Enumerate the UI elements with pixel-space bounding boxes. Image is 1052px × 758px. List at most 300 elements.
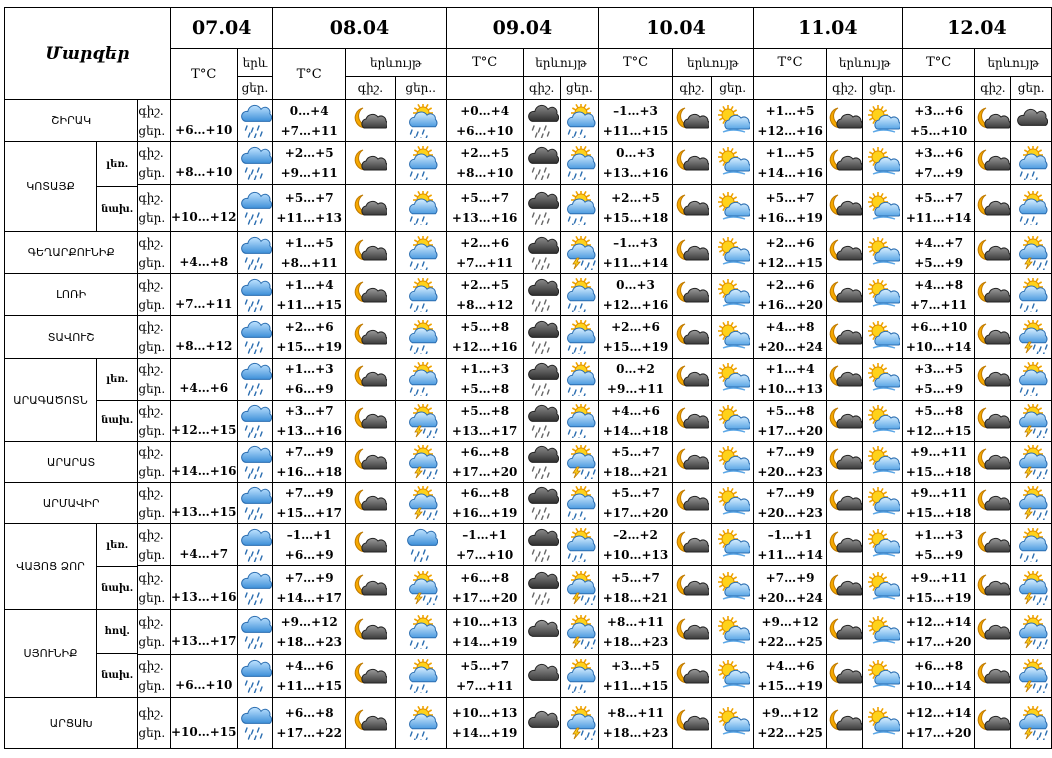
day-weather-cell	[712, 610, 753, 655]
day-temp: +11…+15	[602, 678, 669, 693]
night-subheader: գիշ.	[975, 77, 1011, 100]
night-temp: +4…+6	[765, 658, 815, 673]
night-temp: +10…+13	[451, 706, 518, 720]
day-weather-cell	[1011, 400, 1052, 442]
day-temp: +12…+15	[757, 255, 823, 270]
region-name: ՏԱՎՈՒՇ	[5, 316, 138, 359]
moon-cloud-icon	[346, 236, 395, 270]
subregion-name: լեռ.	[106, 373, 129, 385]
temp-cell	[753, 654, 826, 698]
night-temp: +3…+6	[914, 146, 964, 161]
night-weather-cell	[345, 232, 395, 274]
temp-cell	[170, 100, 237, 142]
night-temp: +2…+6	[460, 235, 510, 250]
day-label: ցեր.	[138, 382, 166, 397]
subregion-name: լեռ.	[106, 539, 129, 551]
night-temp: 0…+2	[616, 362, 655, 377]
night-temp: +2…+6	[765, 235, 815, 250]
sun-cloud-icon	[712, 146, 752, 180]
night-weather-cell	[975, 566, 1011, 610]
temp-cell	[753, 185, 826, 232]
temp-cell	[170, 185, 237, 232]
day-weather-cell	[560, 232, 599, 274]
temp-cell	[902, 566, 975, 610]
day-weather-cell	[712, 274, 753, 316]
moon-cloud-icon	[673, 320, 712, 354]
cloud-icon	[1011, 104, 1051, 138]
day-temp: +16…+20	[757, 297, 823, 312]
moon-cloud-icon	[975, 191, 1010, 225]
temp-cell	[446, 610, 523, 655]
dark-rain-cloud-icon	[524, 236, 560, 270]
night-temp: –1…+1	[767, 527, 813, 542]
day-temp: +4…+8	[179, 254, 229, 269]
moon-cloud-icon	[346, 615, 395, 649]
moon-cloud-icon	[827, 615, 862, 649]
day-temp: +11…+13	[276, 211, 342, 226]
night-subheader: գիշ.	[827, 77, 863, 100]
day-weather-cell	[395, 142, 446, 185]
day-label: ցեր.	[138, 506, 166, 520]
moon-cloud-icon	[975, 362, 1010, 396]
temp-cell	[170, 524, 237, 566]
region-name: ԿՈՏԱՅՔ	[26, 180, 75, 193]
day-label: ցեր.	[138, 678, 166, 693]
moon-cloud-icon	[827, 571, 862, 605]
temp-unit-header: T°C	[170, 49, 237, 100]
day-weather-cell	[560, 442, 599, 483]
night-weather-cell	[975, 442, 1011, 483]
night-weather-cell	[827, 400, 863, 442]
day-weather-cell	[560, 698, 599, 749]
temp-cell	[902, 142, 975, 185]
night-temp: –2…+2	[613, 527, 658, 542]
day-temp: +10…+13	[757, 382, 823, 397]
temp-cell	[446, 316, 523, 359]
day-subheader: ցեր.	[1011, 77, 1052, 100]
temp-cell	[273, 654, 346, 698]
day-weather-cell	[712, 142, 753, 185]
night-temp: +4…+6	[611, 403, 660, 418]
day-weather-cell	[395, 442, 446, 483]
night-weather-cell	[345, 524, 395, 566]
night-temp: +1…+3	[914, 527, 964, 542]
thunderstorm-icon	[1011, 320, 1051, 354]
night-weather-cell	[975, 316, 1011, 359]
rain-cloud-icon	[238, 236, 273, 270]
night-weather-cell	[672, 400, 712, 442]
sun-cloud-icon	[863, 278, 902, 312]
night-weather-cell	[523, 316, 560, 359]
sun-rain-icon	[1011, 191, 1051, 225]
moon-cloud-icon	[975, 486, 1010, 520]
day-temp: +15…+18	[602, 211, 669, 226]
moon-cloud-icon	[346, 445, 395, 479]
day-temp: +6…+10	[175, 677, 233, 692]
moon-cloud-icon	[827, 486, 862, 520]
night-weather-cell	[523, 442, 560, 483]
rain-cloud-icon	[238, 104, 273, 138]
moon-cloud-icon	[827, 278, 862, 312]
dark-rain-cloud-icon	[524, 191, 560, 225]
night-weather-cell	[827, 316, 863, 359]
rain-cloud-icon	[238, 404, 273, 438]
temp-cell	[446, 524, 523, 566]
weather-cell	[237, 654, 273, 698]
night-temp: –1…+3	[613, 103, 658, 118]
day-label: ցեր.	[138, 465, 166, 479]
day-weather-cell	[1011, 274, 1052, 316]
day-weather-cell	[395, 524, 446, 566]
moon-cloud-icon	[673, 146, 712, 180]
night-temp: +4…+8	[914, 277, 964, 292]
day-temp: +16…+19	[757, 211, 823, 226]
night-day-label	[138, 316, 171, 359]
day-temp: +15…+18	[905, 506, 972, 520]
sun-cloud-icon	[712, 659, 752, 693]
day-weather-cell	[712, 483, 753, 524]
night-temp: +7…+9	[284, 570, 334, 585]
night-weather-cell	[827, 698, 863, 749]
day-weather-cell	[863, 274, 903, 316]
day-weather-cell	[712, 359, 753, 401]
day-temp: +13…+15	[170, 505, 237, 519]
moon-cloud-icon	[975, 706, 1010, 740]
weather-cell	[237, 274, 273, 316]
rain-cloud-icon	[238, 278, 273, 312]
day-temp: +8…+12	[456, 297, 514, 312]
day-temp: +17…+20	[451, 590, 518, 605]
temp-cell	[902, 100, 975, 142]
moon-cloud-icon	[827, 404, 862, 438]
moon-cloud-icon	[975, 104, 1010, 138]
subregion-name: նախ.	[97, 186, 137, 231]
moon-cloud-icon	[346, 146, 395, 180]
thunderstorm-icon	[1011, 615, 1051, 649]
rain-cloud-icon	[238, 659, 273, 693]
day-temp: +12…+15	[170, 422, 237, 437]
night-temp: +4…+6	[284, 658, 334, 673]
moon-cloud-icon	[673, 191, 712, 225]
night-temp: +9…+12	[761, 614, 819, 629]
night-weather-cell	[345, 566, 395, 610]
moon-cloud-icon	[673, 528, 712, 562]
day-weather-cell	[395, 185, 446, 232]
temp-cell	[902, 232, 975, 274]
night-day-label	[138, 142, 171, 185]
day-temp: +6…+9	[284, 547, 334, 562]
sun-cloud-icon	[712, 404, 752, 438]
day-weather-cell	[863, 100, 903, 142]
day-temp: +7…+11	[456, 255, 514, 270]
sun-cloud-icon	[863, 528, 902, 562]
night-temp: +6…+8	[284, 706, 334, 720]
phenomenon-header: երևույթ	[827, 49, 903, 77]
sun-cloud-icon	[863, 615, 902, 649]
region-row	[5, 442, 1052, 483]
night-temp: +9…+11	[910, 445, 968, 459]
night-weather-cell	[523, 100, 560, 142]
night-temp: +5…+7	[460, 191, 510, 206]
moon-cloud-icon	[673, 571, 712, 605]
night-weather-cell	[975, 142, 1011, 185]
night-weather-cell	[827, 274, 863, 316]
night-weather-cell	[672, 654, 712, 698]
thunderstorm-icon	[1011, 404, 1051, 438]
temp-unit-header: T°C	[902, 49, 975, 77]
temp-cell	[170, 232, 237, 274]
dark-rain-cloud-icon	[524, 320, 560, 354]
rain-cloud-icon	[238, 191, 273, 225]
moon-cloud-icon	[975, 571, 1010, 605]
day-temp: +15…+17	[276, 506, 342, 520]
night-temp: +7…+9	[765, 486, 815, 500]
day-temp: +7…+11	[280, 123, 338, 138]
temp-cell	[170, 142, 237, 185]
night-weather-cell	[827, 654, 863, 698]
day-temp: +14…+17	[276, 590, 342, 605]
night-temp: –1…+3	[613, 235, 658, 250]
sun-rain-icon	[1011, 362, 1051, 396]
night-weather-cell	[975, 185, 1011, 232]
region-row	[5, 359, 1052, 401]
night-temp: +5…+7	[611, 486, 660, 500]
day-weather-cell	[863, 232, 903, 274]
temp-cell	[902, 610, 975, 655]
day-weather-cell	[560, 483, 599, 524]
night-temp: +3…+6	[914, 103, 964, 118]
night-label: գիշ.	[138, 570, 164, 585]
moon-cloud-icon	[346, 104, 395, 138]
night-weather-cell	[827, 359, 863, 401]
day-temp: +20…+23	[757, 465, 823, 479]
temp-cell	[170, 698, 237, 749]
day-temp: +18…+21	[602, 590, 669, 605]
day-temp: +9…+11	[606, 382, 665, 397]
night-weather-cell	[827, 483, 863, 524]
day-weather-cell	[560, 654, 599, 698]
night-day-label	[138, 698, 171, 749]
rain-cloud-icon	[238, 706, 273, 740]
sun-cloud-icon	[863, 404, 902, 438]
region-row	[5, 316, 1052, 359]
day-label: ցեր.	[138, 166, 166, 181]
day-weather-cell	[712, 654, 753, 698]
weather-cell	[237, 698, 273, 749]
sun-rain-icon	[396, 659, 446, 693]
night-temp: +7…+9	[765, 570, 815, 585]
night-temp: +12…+14	[905, 706, 972, 720]
sun-cloud-icon	[863, 659, 902, 693]
region-cell	[5, 142, 138, 232]
temp-unit-header: T°C	[599, 49, 672, 77]
day-temp: +16…+19	[451, 506, 518, 520]
temp-cell	[753, 524, 826, 566]
temp-cell	[446, 142, 523, 185]
day-subheader: ցեր.	[237, 77, 273, 100]
subregion-name: նախ.	[97, 400, 137, 442]
day-temp: +17…+22	[276, 726, 342, 740]
sun-cloud-icon	[712, 445, 752, 479]
moon-cloud-icon	[673, 362, 712, 396]
night-temp: +7…+9	[765, 445, 815, 459]
region-cell	[5, 610, 138, 698]
sun-cloud-icon	[863, 146, 902, 180]
temp-cell	[170, 483, 237, 524]
temp-cell	[273, 232, 346, 274]
day-weather-cell	[560, 566, 599, 610]
temp-cell	[273, 142, 346, 185]
sun-cloud-icon	[863, 362, 902, 396]
day-temp: +12…+16	[451, 340, 518, 354]
moon-cloud-icon	[975, 320, 1010, 354]
dark-rain-cloud-icon	[524, 528, 560, 562]
sun-rain-icon	[396, 191, 446, 225]
region-row	[5, 274, 1052, 316]
day-temp: +11…+14	[757, 547, 823, 562]
night-weather-cell	[975, 610, 1011, 655]
sun-cloud-icon	[863, 236, 902, 270]
night-temp: +7…+9	[284, 445, 334, 459]
day-label: ցեր.	[138, 255, 166, 270]
day-temp: +17…+20	[757, 423, 823, 438]
temp-cell	[273, 316, 346, 359]
day-weather-cell	[863, 142, 903, 185]
weather-cell	[237, 359, 273, 401]
region-name: ԳԵՂԱՐՔՈՒՆԻՔ	[5, 232, 138, 274]
day-temp: +7…+11	[175, 296, 233, 311]
day-temp: +8…+10	[456, 166, 514, 181]
night-subheader: գիշ.	[672, 77, 712, 100]
day-weather-cell	[712, 566, 753, 610]
temp-cell	[753, 316, 826, 359]
night-temp: +6…+8	[460, 445, 510, 459]
day-temp: +10…+13	[602, 547, 669, 562]
night-temp: +4…+8	[765, 320, 815, 334]
temp-cell	[753, 359, 826, 401]
day-temp: +5…+9	[914, 382, 964, 397]
thunderstorm-icon	[1011, 445, 1051, 479]
night-temp: +2…+6	[611, 320, 660, 334]
night-weather-cell	[345, 698, 395, 749]
sun-rain-icon	[561, 146, 599, 180]
night-temp: +9…+12	[280, 614, 338, 629]
day-weather-cell	[863, 400, 903, 442]
sun-rain-icon	[561, 528, 599, 562]
sun-cloud-icon	[863, 486, 902, 520]
day-temp: +10…+12	[170, 210, 237, 225]
thunderstorm-icon	[1011, 486, 1051, 520]
weather-cell	[237, 400, 273, 442]
temp-cell	[753, 232, 826, 274]
night-temp: +12…+14	[905, 614, 972, 629]
night-day-label	[138, 566, 171, 610]
day-temp: +7…+11	[456, 678, 514, 693]
cloud-icon	[524, 615, 560, 649]
night-weather-cell	[345, 359, 395, 401]
day-temp: +15…+18	[905, 465, 972, 479]
day-temp: +20…+24	[757, 340, 823, 354]
day-temp: +15…+19	[276, 340, 342, 354]
region-name: ՍՅՈՒՆԻՔ	[23, 647, 78, 660]
date-header: 07.04	[170, 8, 272, 49]
night-weather-cell	[523, 274, 560, 316]
night-weather-cell	[345, 654, 395, 698]
day-label: ցեր.	[138, 590, 166, 605]
day-weather-cell	[712, 442, 753, 483]
night-weather-cell	[975, 274, 1011, 316]
night-temp: +5…+8	[765, 403, 815, 418]
cloud-icon	[524, 659, 560, 693]
night-temp: +9…+12	[761, 706, 819, 720]
day-weather-cell	[1011, 483, 1052, 524]
phenomenon-header: երևույթ	[975, 49, 1052, 77]
temp-cell	[170, 274, 237, 316]
temp-cell	[273, 698, 346, 749]
moon-cloud-icon	[346, 278, 395, 312]
dark-rain-cloud-icon	[524, 104, 560, 138]
sun-cloud-icon	[712, 362, 752, 396]
day-temp: +13…+16	[451, 211, 518, 226]
night-label: գիշ.	[138, 486, 164, 500]
night-temp: +5…+8	[460, 320, 510, 334]
day-weather-cell	[1011, 566, 1052, 610]
moon-cloud-icon	[975, 445, 1010, 479]
temp-cell	[753, 400, 826, 442]
weather-cell	[237, 232, 273, 274]
night-temp: +7…+9	[284, 486, 334, 500]
day-weather-cell	[395, 316, 446, 359]
moon-cloud-icon	[673, 659, 712, 693]
moon-cloud-icon	[975, 615, 1010, 649]
day-label: ցեր.	[138, 726, 166, 740]
day-temp: +13…+16	[170, 589, 237, 604]
day-temp: +4…+7	[179, 546, 229, 561]
day-weather-cell	[863, 566, 903, 610]
night-weather-cell	[345, 100, 395, 142]
day-temp: +6…+10	[456, 123, 514, 138]
night-weather-cell	[827, 610, 863, 655]
day-temp: +7…+9	[914, 166, 964, 181]
sun-cloud-icon	[863, 104, 902, 138]
sun-rain-icon	[396, 362, 446, 396]
day-temp: +11…+15	[276, 297, 342, 312]
day-temp: +16…+18	[276, 465, 342, 479]
moon-cloud-icon	[975, 146, 1010, 180]
phenomenon-header: երևույթ	[672, 49, 753, 77]
moon-cloud-icon	[827, 320, 862, 354]
day-weather-cell	[560, 100, 599, 142]
night-weather-cell	[975, 400, 1011, 442]
sun-cloud-icon	[712, 104, 752, 138]
thunderstorm-icon	[1011, 236, 1051, 270]
temp-cell	[599, 610, 672, 655]
temp-cell	[599, 142, 672, 185]
day-subheader: ցեր..	[395, 77, 446, 100]
night-label: գիշ.	[138, 320, 164, 334]
sun-cloud-icon	[712, 320, 752, 354]
regions-header: Մարզեր	[5, 8, 171, 100]
dark-rain-cloud-icon	[524, 146, 560, 180]
night-label: գիշ.	[138, 277, 164, 292]
day-weather-cell	[863, 316, 903, 359]
day-weather-cell	[1011, 185, 1052, 232]
temp-cell	[753, 100, 826, 142]
temp-cell	[446, 400, 523, 442]
day-label: ցեր.	[138, 211, 166, 226]
night-temp: +9…+11	[910, 486, 968, 500]
day-weather-cell	[712, 100, 753, 142]
